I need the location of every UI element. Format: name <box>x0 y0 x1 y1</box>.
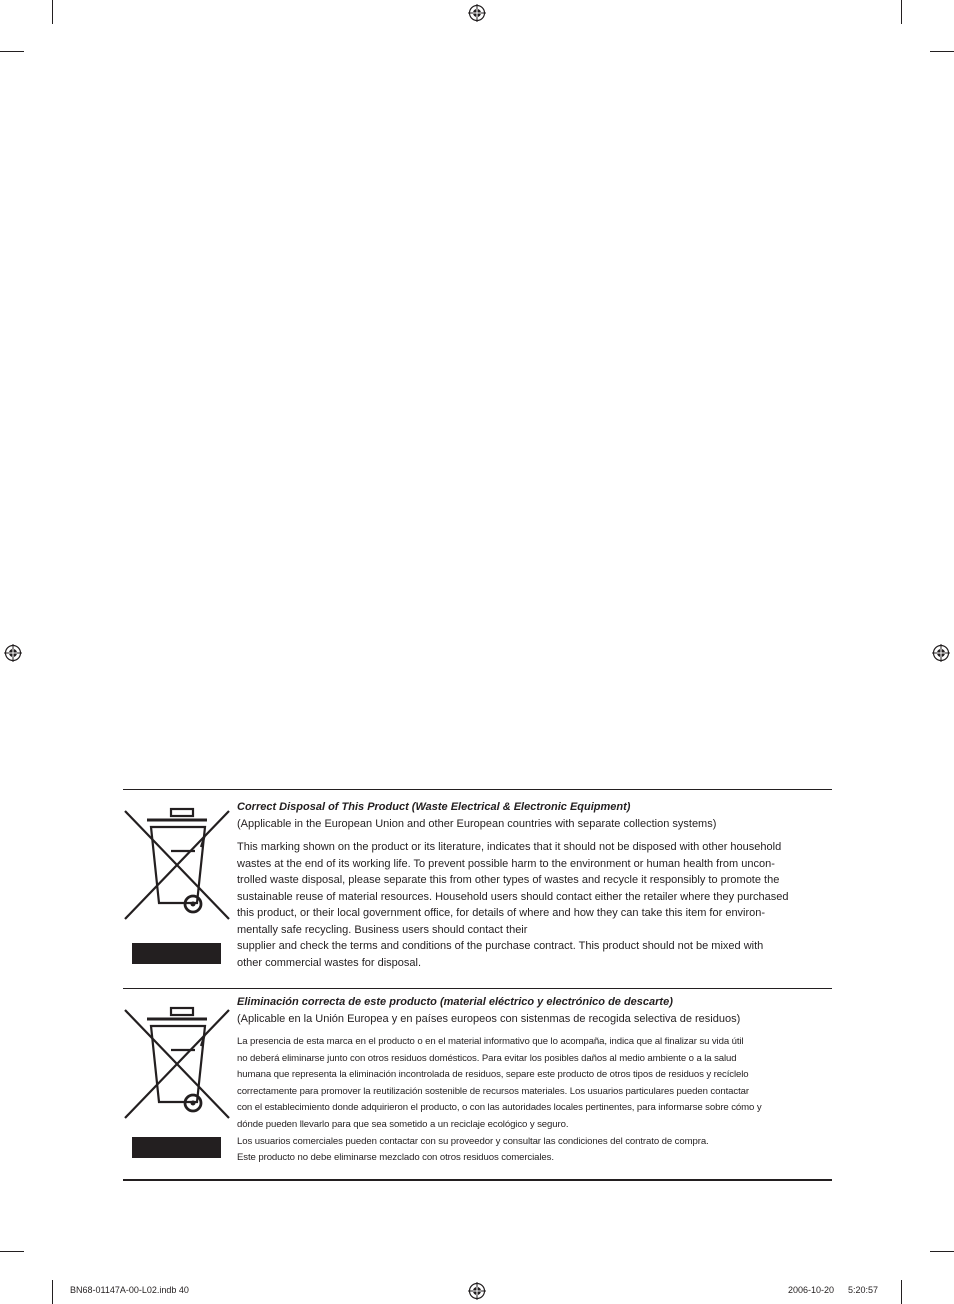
body-line: This marking shown on the product or its literature, indicates that it should not be disposed with other household <box>237 841 782 853</box>
body-line: other commercial wastes for disposal. <box>237 956 422 969</box>
footer-time: 5:20:57 <box>848 1285 879 1295</box>
weee-notice-english <box>123 789 832 989</box>
crop-mark <box>52 1280 53 1304</box>
body-line: Este producto no debe eliminarse mezclado con otros residuos comerciales. <box>237 1152 554 1164</box>
crop-mark <box>0 1251 24 1252</box>
notice-subtitle: (Aplicable en la Unión Europea y en países europeos con sistenmas de recogida selectiva de residuos) <box>237 1013 741 1025</box>
registration-mark-icon <box>468 4 486 22</box>
body-line: this product, or their local government office, for details of where and how they can take this item for environ- <box>237 907 766 919</box>
notice-subtitle: (Applicable in the European Union and other European countries with separate collection systems) <box>237 818 717 830</box>
body-line: con el establecimiento donde adquirieron el producto, o con las autoridades locales pertinentes, para informarse sobre cómo y <box>237 1102 762 1114</box>
body-line: mentally safe recycling. Business users should contact their <box>237 923 528 936</box>
notice-title: Eliminación correcta de este producto (material eléctrico y electrónico de descarte) <box>237 996 673 1008</box>
crossed-out-wheelie-bin-icon <box>123 1006 231 1120</box>
crop-mark <box>0 51 24 52</box>
body-line: trolled waste disposal, please separate this from other types of wastes and recycle it responsibly to promote the <box>237 874 780 886</box>
body-line: supplier and check the terms and conditions of the purchase contract. This product should not be mixed with <box>237 940 764 952</box>
crop-mark <box>901 0 902 24</box>
registration-mark-icon <box>932 644 950 662</box>
weee-icon-block <box>123 1006 231 1166</box>
weee-notice-spanish <box>123 988 832 1182</box>
footer-file-name: BN68-01147A-00-L02.indb 40 <box>70 1285 189 1295</box>
notice-body <box>237 1034 833 1167</box>
body-line: La presencia de esta marca en el producto o en el material informativo que lo acompaña, indica que al finalizar su vida útil <box>237 1036 744 1047</box>
notice-body <box>237 839 833 971</box>
body-line: Los usuarios comerciales pueden contactar con su proveedor y consultar las condiciones del contrato de compra. <box>237 1135 709 1147</box>
body-line: wastes at the end of its working life. To prevent possible harm to the environment or human health from uncon- <box>237 857 775 870</box>
registration-mark-icon <box>468 1282 486 1300</box>
notice-text <box>237 994 833 1167</box>
body-line: humana que representa la eliminación incontrolada de residuos, separe este producto de otros tipos de residuos y recíclelo <box>237 1069 749 1081</box>
notice-title: Correct Disposal of This Product (Waste Electrical & Electronic Equipment) <box>237 801 631 813</box>
section-top-rule <box>123 789 832 790</box>
crop-mark <box>930 1251 954 1252</box>
black-bar <box>132 1137 221 1158</box>
body-line: dónde pueden llevarlo para que sea sometido a un reciclaje ecológico y seguro. <box>237 1118 569 1130</box>
crop-mark <box>52 0 53 24</box>
black-bar <box>132 943 221 964</box>
crop-mark <box>901 1280 902 1304</box>
footer-date: 2006-10-20 <box>788 1285 835 1295</box>
crossed-out-wheelie-bin-icon <box>123 807 231 921</box>
crop-mark <box>930 51 954 52</box>
body-line: no deberá eliminarse junto con otros residuos domésticos. Para evitar los posibles daños al medio ambiente o a la salud <box>237 1052 737 1064</box>
body-line: sustainable reuse of material resources. Household users should contact either the retailer where they purchased <box>237 890 789 903</box>
body-line: correctamente para promover la reutilización sostenible de recursos materiales. Los usuarios particulares pueden contactar <box>237 1085 749 1097</box>
section-top-rule <box>123 988 832 989</box>
registration-mark-icon <box>4 644 22 662</box>
notice-text <box>237 799 833 971</box>
section-bottom-rule <box>123 1179 832 1181</box>
weee-icon-block <box>123 807 231 967</box>
